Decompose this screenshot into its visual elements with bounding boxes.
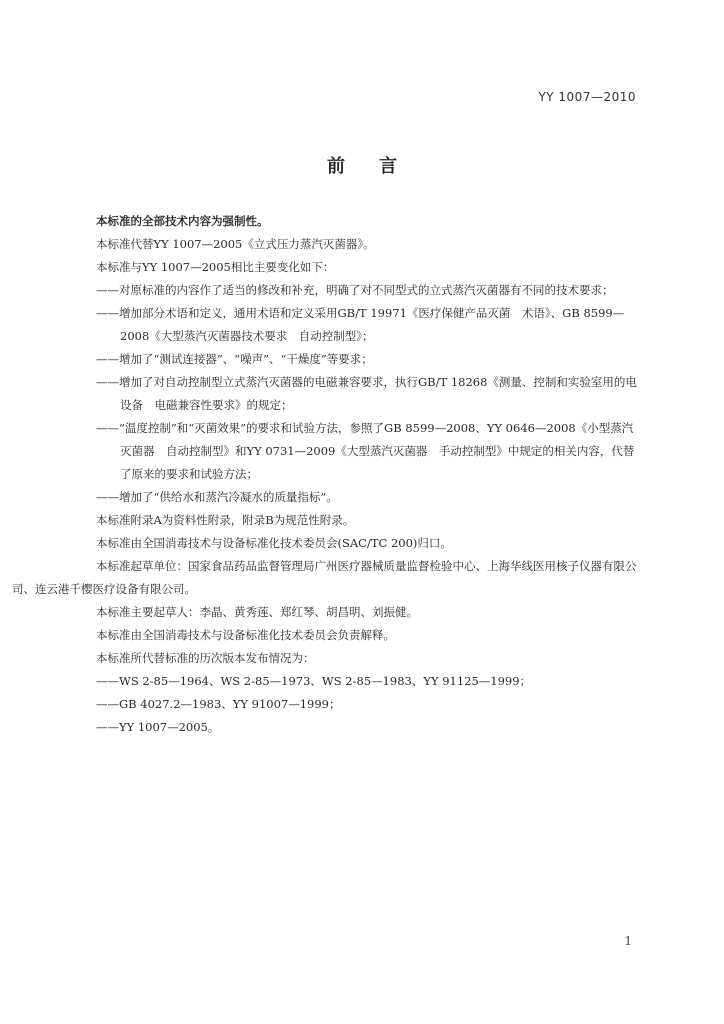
foreword-body (12, 210, 644, 739)
drafting-units-statement: 本标准起草单位：国家食品药品监督管理局广州医疗器械质量监督检验中心、上海华线医用核子仪器有限公司、连云港千樱医疗设备有限公司。 (12, 559, 637, 596)
history-intro: 本标准所代替标准的历次版本发布情况为： (96, 651, 315, 665)
history-item: ——WS 2-85—1964、WS 2-85—1973、WS 2-85—1983、YY 91125—1999； (96, 674, 532, 688)
change-item: ——对原标准的内容作了适当的修改和补充，明确了对不同型式的立式蒸汽灭菌器有不同的技术要求； (96, 283, 614, 297)
mandatory-statement: 本标准的全部技术内容为强制性。 (96, 214, 269, 228)
change-item: ——增加了对自动控制型立式蒸汽灭菌器的电磁兼容要求，执行GB/T 18268《测量、控制和实验室用的电设备 电磁兼容性要求》的规定； (96, 375, 637, 412)
change-item: ——增加了“供给水和蒸汽冷凝水的质量指标”。 (96, 490, 338, 504)
appendix-statement: 本标准附录A为资料性附录，附录B为规范性附录。 (96, 513, 355, 527)
page-title: 前言 (327, 156, 431, 177)
drafters-statement: 本标准主要起草人：李晶、黄秀莲、郑红琴、胡昌明、刘振健。 (96, 605, 418, 619)
page-number: 1 (624, 934, 632, 948)
change-item: ——“温度控制”和“灭菌效果”的要求和试验方法，参照了GB 8599—2008、YY 0646—2008《小型蒸汽灭菌器 自动控制型》和YY 0731—2009《大型蒸汽灭菌器 手动控制型》中规定的相关内容，代替了原来的要求和试验方法； (96, 421, 635, 481)
interpretation-statement: 本标准由全国消毒技术与设备标准化技术委员会负责解释。 (96, 628, 395, 642)
change-item: ——增加部分术语和定义，通用术语和定义采用GB/T 19971《医疗保健产品灭菌 术语》、GB 8599—2008《大型蒸汽灭菌器技术要求 自动控制型》； (96, 306, 625, 343)
history-item: ——GB 4027.2—1983、YY 91007—1999； (96, 697, 341, 711)
replacement-statement: 本标准代替YY 1007—2005《立式压力蒸汽灭菌器》。 (96, 237, 375, 251)
change-item: ——增加了“测试连接器”、“噪声”、“干燥度”等要求； (96, 352, 373, 366)
standard-code: YY 1007—2010 (538, 90, 636, 104)
proposer-statement: 本标准由全国消毒技术与设备标准化技术委员会(SAC/TC 200)归口。 (96, 536, 452, 550)
history-item: ——YY 1007—2005。 (96, 720, 220, 734)
changes-intro: 本标准与YY 1007—2005相比主要变化如下： (96, 260, 335, 274)
